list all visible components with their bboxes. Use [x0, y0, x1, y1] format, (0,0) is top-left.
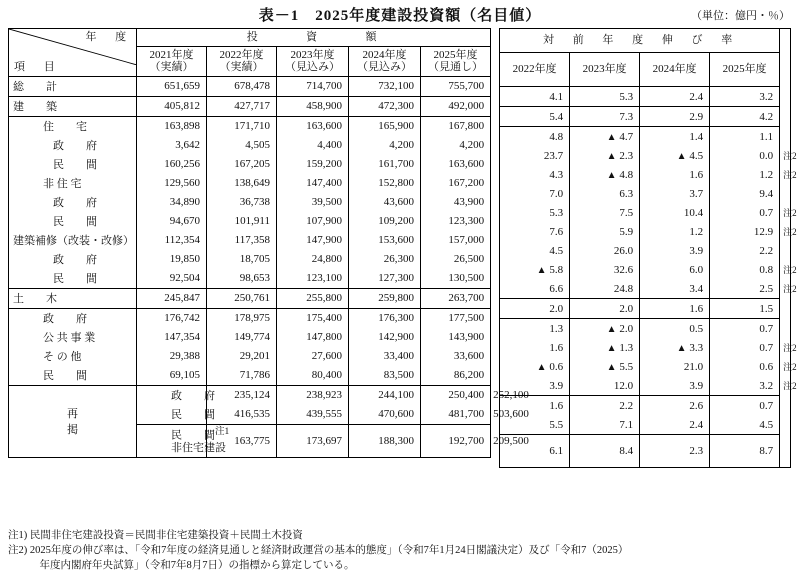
row-label: 民 間 — [9, 366, 137, 386]
table-row — [500, 396, 791, 416]
table-row — [500, 241, 791, 260]
row-note — [780, 319, 791, 339]
row-label: 公 共 事 業 — [9, 328, 137, 347]
table-row: 民 間 416,535 439,555 470,600 481,700 503,600 — [9, 405, 491, 425]
rate-cell: 5.4 — [500, 107, 570, 127]
table-cell: 69,105 — [137, 366, 207, 386]
rate-cell: 9.4 — [710, 184, 780, 203]
table-row — [500, 376, 791, 396]
table-row — [9, 174, 491, 193]
table-cell: 163,600 — [277, 116, 349, 136]
tables-container — [8, 28, 797, 468]
table-cell: 755,700 — [421, 76, 491, 96]
row-note — [780, 299, 791, 319]
rate-cell: 2.3 — [640, 435, 710, 468]
table-cell: 439,555 — [277, 405, 349, 425]
row-note — [780, 396, 791, 416]
table-cell: 250,400 — [421, 385, 491, 405]
rate-cell: 3.9 — [640, 376, 710, 396]
rate-cell: 1.6 — [640, 299, 710, 319]
table-cell: 427,717 — [207, 96, 277, 116]
row-label: 政 府 — [9, 308, 137, 328]
table-cell: 18,705 — [207, 250, 277, 269]
rate-cell: 8.7 — [710, 435, 780, 468]
table-row — [9, 76, 491, 96]
rate-cell: ▲ 5.8 — [500, 260, 570, 279]
table-cell: 173,697 — [277, 424, 349, 457]
table-cell: 492,000 — [421, 96, 491, 116]
table-row — [9, 328, 491, 347]
row-note: 注2 — [783, 343, 797, 353]
rate-cell: 1.2 — [640, 222, 710, 241]
rate-cell: 2.5 — [710, 279, 780, 299]
rate-cell: 4.8 — [500, 127, 570, 147]
table-cell: 255,800 — [277, 288, 349, 308]
table-row — [9, 193, 491, 212]
rate-cell: 2.9 — [640, 107, 710, 127]
table-cell: 147,354 — [137, 328, 207, 347]
table-cell: 43,600 — [349, 193, 421, 212]
table-row — [500, 184, 791, 203]
rate-cell: ▲ 1.3 — [570, 338, 640, 357]
table-row — [500, 279, 791, 299]
table-cell: 470,600 — [349, 405, 421, 425]
row-note: 注2 — [783, 381, 797, 392]
row-note — [780, 127, 791, 147]
rate-cell: ▲ 2.3 — [570, 146, 640, 165]
footnote-1: 注1) 民間非住宅建設投資＝民間非住宅建築投資＋民間土木投資 — [8, 530, 303, 541]
row-note: 注2 — [783, 151, 797, 161]
table-cell: 176,742 — [137, 308, 207, 328]
rate-cell: 6.6 — [500, 279, 570, 299]
rate-cell: 26.0 — [570, 241, 640, 260]
table-cell: 163,600 — [421, 155, 491, 174]
table-cell: 259,800 — [349, 288, 421, 308]
table-row — [500, 203, 791, 222]
row-label: 総 計 — [9, 76, 137, 96]
table-cell: 143,900 — [421, 328, 491, 347]
row-note: 注2 — [783, 227, 797, 237]
row-label: そ の 他 — [9, 347, 137, 366]
table-cell: 29,388 — [137, 347, 207, 366]
row-note — [780, 415, 791, 435]
row-label: 民 間 — [9, 269, 137, 289]
table-cell: 39,500 — [277, 193, 349, 212]
table-cell: 188,300 — [349, 424, 421, 457]
rate-cell: ▲ 2.0 — [570, 319, 640, 339]
table-cell: 244,100 — [349, 385, 421, 405]
table-cell: 98,653 — [207, 269, 277, 289]
table-cell: 24,800 — [277, 250, 349, 269]
row-note — [780, 241, 791, 260]
table-row — [500, 107, 791, 127]
rate-cell: 5.3 — [570, 87, 640, 107]
table-cell: 112,354 — [137, 231, 207, 250]
rate-cell: 21.0 — [640, 357, 710, 376]
rate-cell: ▲ 0.6 — [500, 357, 570, 376]
table-cell: 138,649 — [207, 174, 277, 193]
table-cell: 163,775 — [207, 424, 277, 457]
rate-cell: 1.6 — [640, 165, 710, 184]
row-label: 建 築 — [9, 96, 137, 116]
table-cell: 142,900 — [349, 328, 421, 347]
rate-cell: 3.9 — [500, 376, 570, 396]
table-cell: 147,900 — [277, 231, 349, 250]
row-note — [780, 184, 791, 203]
row-label: 民 間 — [9, 212, 137, 231]
table-cell: 19,850 — [137, 250, 207, 269]
rate-cell: 1.5 — [710, 299, 780, 319]
rate-cell: 2.4 — [640, 87, 710, 107]
table-cell: 161,700 — [349, 155, 421, 174]
table-cell: 127,300 — [349, 269, 421, 289]
row-label: 住 宅 — [9, 116, 137, 136]
rate-cell: 3.4 — [640, 279, 710, 299]
table-cell: 26,300 — [349, 250, 421, 269]
table-cell: 167,205 — [207, 155, 277, 174]
table-cell: 175,400 — [277, 308, 349, 328]
unit-note: （単位：億円・％） — [691, 10, 790, 22]
table-row — [500, 222, 791, 241]
table-row — [500, 357, 791, 376]
table-cell: 3,642 — [137, 136, 207, 155]
row-label: 建築補修（改装・改修） — [9, 231, 137, 250]
col-header-2021: 2021年度 （実績） — [137, 46, 207, 76]
rate-cell: 0.7 — [710, 396, 780, 416]
row-label: 政 府 — [9, 250, 137, 269]
side-label-saikei: 再 掲 — [9, 385, 137, 457]
table-cell: 29,201 — [207, 347, 277, 366]
row-label: 政 府 — [9, 136, 137, 155]
table-cell: 109,200 — [349, 212, 421, 231]
rate-cell: 3.9 — [640, 241, 710, 260]
table-cell: 159,200 — [277, 155, 349, 174]
corner-year-label: 年 度 — [85, 31, 130, 43]
rate-cell: 32.6 — [570, 260, 640, 279]
rate-cell: 2.2 — [710, 241, 780, 260]
table-cell: 4,200 — [349, 136, 421, 155]
rate-col-header-2024: 2024年度 — [640, 53, 710, 87]
col-header-2025: 2025年度 （見通し） — [421, 46, 491, 76]
table-cell: 4,400 — [277, 136, 349, 155]
rate-cell: 12.9 — [710, 222, 780, 241]
table-cell: 167,200 — [421, 174, 491, 193]
table-cell: 481,700 — [421, 405, 491, 425]
table-cell: 171,710 — [207, 116, 277, 136]
table-cell: 416,535 — [207, 405, 277, 425]
row-note: 注2 — [783, 362, 797, 372]
table-cell: 165,900 — [349, 116, 421, 136]
rate-cell: 0.6 — [710, 357, 780, 376]
table-cell: 27,600 — [277, 347, 349, 366]
footnotes — [8, 528, 788, 574]
rate-cell: 7.6 — [500, 222, 570, 241]
rate-col-header-2025: 2025年度 — [710, 53, 780, 87]
table-row — [9, 231, 491, 250]
corner-header — [9, 29, 137, 77]
table-cell: 101,911 — [207, 212, 277, 231]
rate-cell: 7.3 — [570, 107, 640, 127]
rate-cell: 3.7 — [640, 184, 710, 203]
table-cell: 149,774 — [207, 328, 277, 347]
rate-cell: 4.5 — [500, 241, 570, 260]
table-row: 再 掲 政 府 235,124 238,923 244,100 250,400 252,100 — [9, 385, 491, 405]
rate-cell: 7.0 — [500, 184, 570, 203]
row-label: 非 住 宅 — [9, 174, 137, 193]
table-cell: 33,400 — [349, 347, 421, 366]
table-cell: 130,500 — [421, 269, 491, 289]
rate-cell: 4.1 — [500, 87, 570, 107]
table-cell: 160,256 — [137, 155, 207, 174]
rate-cell: 0.8 — [710, 260, 780, 279]
table-row — [500, 260, 791, 279]
table-cell: 107,900 — [277, 212, 349, 231]
table-cell: 94,670 — [137, 212, 207, 231]
table-cell: 123,100 — [277, 269, 349, 289]
rate-cell: 3.2 — [710, 87, 780, 107]
rate-cell: ▲ 5.5 — [570, 357, 640, 376]
table-row — [9, 136, 491, 155]
rate-cell: 0.0 — [710, 146, 780, 165]
row-label: 民 間 — [137, 405, 207, 425]
table-cell: 33,600 — [421, 347, 491, 366]
col-header-2022: 2022年度 （実績） — [207, 46, 277, 76]
table-row — [9, 212, 491, 231]
table-cell: 4,200 — [421, 136, 491, 155]
table-row — [9, 250, 491, 269]
table-row — [9, 366, 491, 386]
table-row — [500, 165, 791, 184]
row-note: 注2 — [783, 208, 797, 218]
row-label: 民 間 — [9, 155, 137, 174]
investment-amount-table — [8, 28, 529, 458]
rate-cell: ▲ 4.8 — [570, 165, 640, 184]
row-label: 民 間$^{注1}$ 非住宅建設 — [137, 424, 207, 457]
table-cell: 472,300 — [349, 96, 421, 116]
table-cell: 714,700 — [277, 76, 349, 96]
rate-cell: 1.4 — [640, 127, 710, 147]
rate-cell: 2.4 — [640, 415, 710, 435]
table-cell: 43,900 — [421, 193, 491, 212]
rate-cell: 0.7 — [710, 319, 780, 339]
table-cell: 732,100 — [349, 76, 421, 96]
table-cell: 129,560 — [137, 174, 207, 193]
rate-cell: 5.5 — [500, 415, 570, 435]
row-note — [780, 107, 791, 127]
growth-rate-table — [499, 28, 797, 468]
table-cell: 245,847 — [137, 288, 207, 308]
table-cell: 36,738 — [207, 193, 277, 212]
row-note — [780, 435, 791, 468]
rate-cell: 5.3 — [500, 203, 570, 222]
rate-col-header-2023: 2023年度 — [570, 53, 640, 87]
rate-cell: 2.2 — [570, 396, 640, 416]
page-title: 表－1 2025年度建設投資額（名目値） — [258, 8, 542, 24]
rate-cell: 4.5 — [710, 415, 780, 435]
row-note: 注2 — [783, 265, 797, 275]
table-cell: 71,786 — [207, 366, 277, 386]
table-cell: 117,358 — [207, 231, 277, 250]
rate-cell: 6.1 — [500, 435, 570, 468]
right-table-body — [500, 87, 797, 468]
table-row: 民 間$^{注1}$ 非住宅建設 163,775 173,697 188,300 192,700 209,500 — [9, 424, 491, 457]
rate-cell: 1.1 — [710, 127, 780, 147]
rate-cell: 2.6 — [640, 396, 710, 416]
table-cell: 177,500 — [421, 308, 491, 328]
rate-cell: 3.2 — [710, 376, 780, 396]
table-cell: 152,800 — [349, 174, 421, 193]
table-cell: 163,898 — [137, 116, 207, 136]
row-label: 政 府 — [9, 193, 137, 212]
table-cell: 238,923 — [277, 385, 349, 405]
table-row — [500, 87, 791, 107]
investment-group-header: 投 資 額 — [137, 29, 491, 47]
footnote-3: 年度内閣府年央試算」（令和7年8月7日）の指標から算定している。 — [8, 560, 355, 572]
table-cell: 26,500 — [421, 250, 491, 269]
rate-cell: 10.4 — [640, 203, 710, 222]
rate-cell: 1.3 — [500, 319, 570, 339]
table-row — [9, 155, 491, 174]
table-cell: 192,700 — [421, 424, 491, 457]
table-cell: 34,890 — [137, 193, 207, 212]
table-cell: 263,700 — [421, 288, 491, 308]
table-cell: 86,200 — [421, 366, 491, 386]
row-note: 注2 — [783, 284, 797, 295]
table-row — [9, 96, 491, 116]
growth-group-header: 対 前 年 度 伸 び 率 — [500, 29, 780, 53]
table-cell: 4,505 — [207, 136, 277, 155]
row-label: 土 木 — [9, 288, 137, 308]
table-cell: 458,900 — [277, 96, 349, 116]
rate-cell: 2.0 — [500, 299, 570, 319]
table-row — [9, 116, 491, 136]
table-cell: 83,500 — [349, 366, 421, 386]
rate-cell: 4.3 — [500, 165, 570, 184]
table-cell: 147,800 — [277, 328, 349, 347]
rate-cell: 0.7 — [710, 203, 780, 222]
table-cell: 405,812 — [137, 96, 207, 116]
rate-cell: 1.2 — [710, 165, 780, 184]
table-row — [500, 299, 791, 319]
rate-cell: 6.0 — [640, 260, 710, 279]
rate-cell: 12.0 — [570, 376, 640, 396]
table-cell: 153,600 — [349, 231, 421, 250]
row-note: 注2 — [783, 170, 797, 180]
row-label: 政 府 — [137, 385, 207, 405]
table-cell: 167,800 — [421, 116, 491, 136]
corner-item-label: 項 目 — [14, 61, 59, 74]
rate-cell: 6.3 — [570, 184, 640, 203]
table-row — [9, 288, 491, 308]
row-note — [780, 87, 791, 107]
table-cell: 235,124 — [207, 385, 277, 405]
table-row — [500, 415, 791, 435]
table-cell: 80,400 — [277, 366, 349, 386]
col-header-2023: 2023年度 （見込み） — [277, 46, 349, 76]
table-row — [500, 338, 791, 357]
table-row — [500, 435, 791, 468]
table-row — [500, 127, 791, 147]
rate-cell: 1.6 — [500, 396, 570, 416]
footnote-2: 注2) 2025年度の伸び率は、「令和7年度の経済見通しと経済財政運営の基本的態度」（令和7年1月24日閣議決定）及び「令和7（2025） — [8, 545, 629, 557]
rate-cell: 0.5 — [640, 319, 710, 339]
rate-cell: 0.7 — [710, 338, 780, 357]
rate-cell: 23.7 — [500, 146, 570, 165]
rate-cell: ▲ 3.3 — [640, 338, 710, 357]
table-cell: 157,000 — [421, 231, 491, 250]
table-cell: 651,659 — [137, 76, 207, 96]
table-cell: 147,400 — [277, 174, 349, 193]
rate-cell: 24.8 — [570, 279, 640, 299]
rate-cell: ▲ 4.5 — [640, 146, 710, 165]
table-row — [500, 319, 791, 339]
table-cell: 123,300 — [421, 212, 491, 231]
rate-cell: 1.6 — [500, 338, 570, 357]
rate-cell: 4.2 — [710, 107, 780, 127]
rate-cell: 7.5 — [570, 203, 640, 222]
table-row — [500, 146, 791, 165]
table-cell: 250,761 — [207, 288, 277, 308]
rate-cell: 2.0 — [570, 299, 640, 319]
table-cell: 92,504 — [137, 269, 207, 289]
table-row — [9, 308, 491, 328]
table-cell: 176,300 — [349, 308, 421, 328]
table-cell: 678,478 — [207, 76, 277, 96]
col-header-2024: 2024年度 （見込み） — [349, 46, 421, 76]
table-cell: 178,975 — [207, 308, 277, 328]
left-table-body — [9, 76, 529, 457]
table-row — [9, 269, 491, 289]
table-row — [9, 347, 491, 366]
rate-cell: 7.1 — [570, 415, 640, 435]
rate-col-header-2022: 2022年度 — [500, 53, 570, 87]
rate-cell: ▲ 4.7 — [570, 127, 640, 147]
rate-cell: 8.4 — [570, 435, 640, 468]
rate-cell: 5.9 — [570, 222, 640, 241]
